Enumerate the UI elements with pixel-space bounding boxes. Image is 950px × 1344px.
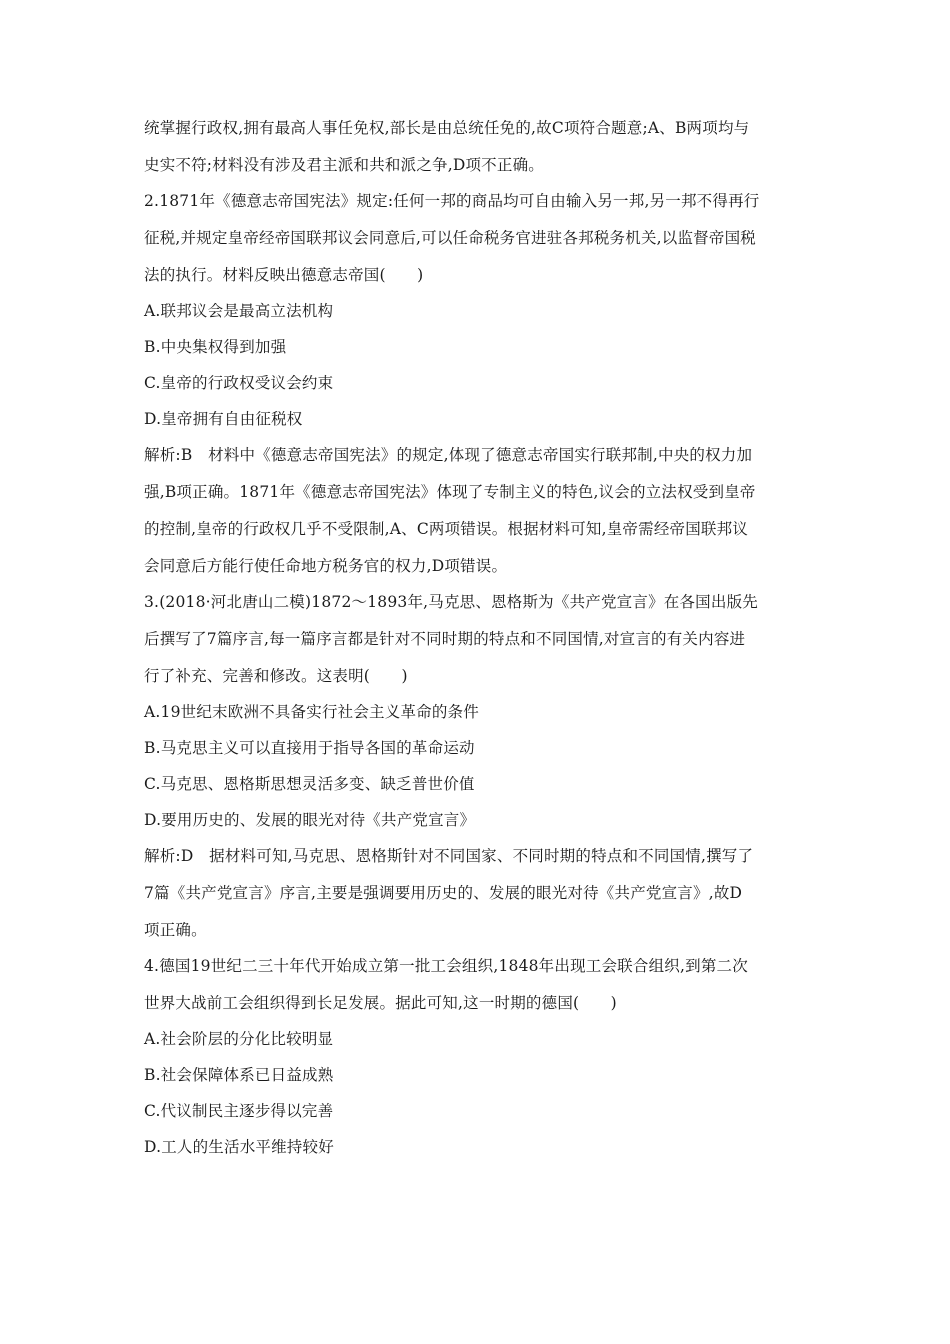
answer-continuation: [144, 118, 814, 175]
question-2-option-b: B.中央集权得到加强: [144, 338, 287, 356]
text-line: 世界大战前工会组织得到长足发展。据此可知,这一时期的德国( ): [144, 994, 617, 1012]
question-2-stem: [144, 191, 814, 285]
text-line: 2.1871年《德意志帝国宪法》规定:任何一邦的商品均可自由输入另一邦,另一邦不得再行: [144, 192, 760, 210]
question-3-option-c: C.马克思、恩格斯思想灵活多变、缺乏普世价值: [144, 775, 475, 793]
text-line: 3.(2018·河北唐山二模)1872～1893年,马克思、恩格斯为《共产党宣言》在各国出版先: [144, 593, 758, 611]
question-2-analysis: [144, 445, 814, 576]
text-line: 解析:D 据材料可知,马克思、恩格斯针对不同国家、不同时期的特点和不同国情,撰写了: [144, 847, 754, 865]
question-3-stem: [144, 592, 814, 686]
text-line: 征税,并规定皇帝经帝国联邦议会同意后,可以任命税务官进驻各邦税务机关,以监督帝国税: [144, 229, 756, 247]
question-3-option-d: D.要用历史的、发展的眼光对待《共产党宣言》: [144, 811, 476, 829]
text-line: 后撰写了7篇序言,每一篇序言都是针对不同时期的特点和不同国情,对宣言的有关内容进: [144, 630, 746, 648]
document-page: [144, 118, 814, 1173]
text-line: 7篇《共产党宣言》序言,主要是强调要用历史的、发展的眼光对待《共产党宣言》,故D: [144, 884, 743, 902]
text-line: 会同意后方能行使任命地方税务官的权力,D项错误。: [144, 557, 508, 575]
question-4-stem: [144, 956, 814, 1013]
text-line: 强,B项正确。1871年《德意志帝国宪法》体现了专制主义的特色,议会的立法权受到皇帝: [144, 483, 756, 501]
question-3-option-b: B.马克思主义可以直接用于指导各国的革命运动: [144, 739, 475, 757]
text-line: 法的执行。材料反映出德意志帝国( ): [144, 266, 424, 284]
text-line: 统掌握行政权,拥有最高人事任免权,部长是由总统任免的,故C项符合题意;A、B两项均与: [144, 119, 750, 137]
question-3-option-a: A.19世纪末欧洲不具备实行社会主义革命的条件: [144, 703, 479, 721]
text-line: 史实不符;材料没有涉及君主派和共和派之争,D项不正确。: [144, 156, 544, 174]
text-line: 项正确。: [144, 921, 207, 939]
question-3-analysis: [144, 846, 814, 940]
question-2-option-a: A.联邦议会是最高立法机构: [144, 302, 334, 320]
question-4-option-a: A.社会阶层的分化比较明显: [144, 1030, 334, 1048]
text-line: 解析:B 材料中《德意志帝国宪法》的规定,体现了德意志帝国实行联邦制,中央的权力加: [144, 446, 753, 464]
question-4-option-d: D.工人的生活水平维持较好: [144, 1138, 334, 1156]
text-line: 的控制,皇帝的行政权几乎不受限制,A、C两项错误。根据材料可知,皇帝需经帝国联邦议: [144, 520, 749, 538]
question-2-option-c: C.皇帝的行政权受议会约束: [144, 374, 334, 392]
question-4-option-c: C.代议制民主逐步得以完善: [144, 1102, 334, 1120]
question-2-option-d: D.皇帝拥有自由征税权: [144, 410, 303, 428]
question-4-option-b: B.社会保障体系已日益成熟: [144, 1066, 334, 1084]
text-line: 行了补充、完善和修改。这表明( ): [144, 667, 408, 685]
text-line: 4.德国19世纪二三十年代开始成立第一批工会组织,1848年出现工会联合组织,到第二次: [144, 957, 748, 975]
